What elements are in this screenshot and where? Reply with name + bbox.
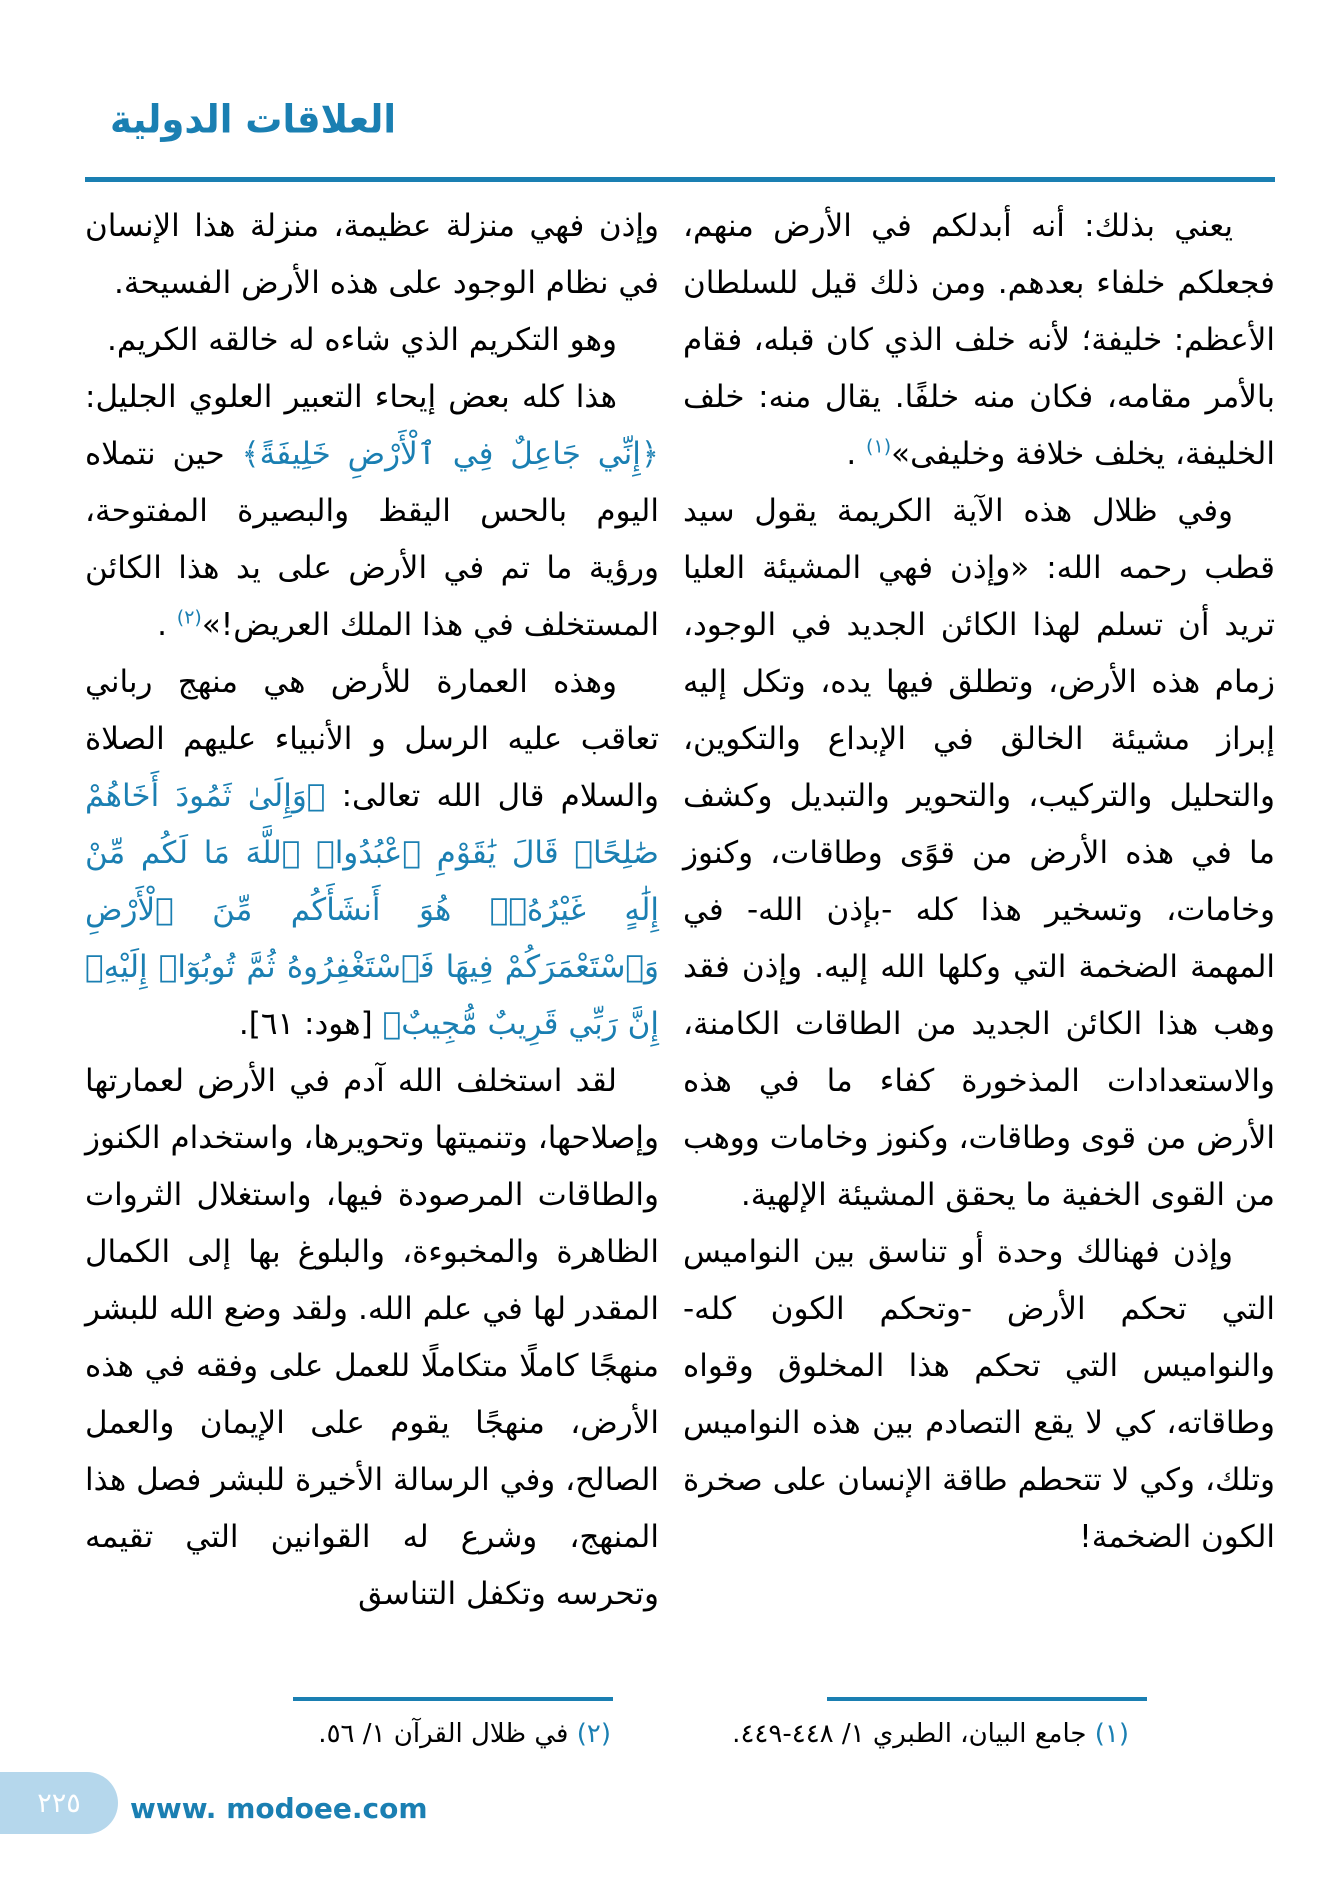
text-run: وفي ظلال هذه الآية الكريمة يقول سيد قطب رحمه الله: «وإذن فهي المشيئة العليا تريد أن تسلم لهذا الكائن الجديد في الوجود، زمام هذه الأرض، وتطلق فيها يده، وتكل إليه إبراز مشيئة الخالق في الإبداع والتكوين، والتحليل والتركيب، والتحوير والتبديل وكشف ما في هذه الأرض من قوًى وطاقات، وكنوز وخامات، وتسخير هذا كله -بإذن الله- في المهمة الضخمة التي وكلها الله إليه. وإذن فقد وهب هذا الكائن الجديد من الطاقات الكامنة، والاستعدادات المذخورة كفاء ما في هذه الأرض من قوى وطاقات، وكنوز وخامات ووهب من القوى الخفية ما يحقق المشيئة الإلهية. [683, 493, 1275, 1213]
text-run: [هود: ٦١]. [238, 1006, 383, 1042]
paragraph [85, 369, 659, 654]
text-run: وهذه العمارة للأرض هي منهج رباني تعاقب عليه الرسل و الأنبياء عليهم الصلاة والسلام قال الله تعالى: [85, 664, 659, 814]
column-left [85, 198, 659, 1623]
footnote-body: جامع البيان، الطبري ١/ ٤٤٨-٤٤٩. [732, 1719, 1087, 1749]
text-run: يعني بذلك: أنه أبدلكم في الأرض منهم، فجعلكم خلفاء بعدهم. ومن ذلك قيل للسلطان الأعظم: خليفة؛ لأنه خلف الذي كان قبله، فقام بالأمر مقامه، فكان منه خلفًا. يقال منه: خلف الخليفة، يخلف خلافة وخليفى» [683, 208, 1275, 472]
footnote-number: (٢) [576, 1719, 611, 1749]
quran-verse: ﴿إِنِّي جَاعِلٌ فِي ٱلْأَرْضِ خَلِيفَةً﴾ [241, 436, 659, 472]
text-run: هذا كله بعض إيحاء التعبير العلوي الجليل: [85, 379, 617, 415]
footnote-text [683, 1717, 1275, 1751]
paragraph [85, 1053, 659, 1623]
footnote-separator [293, 1697, 613, 1701]
footnote-ref: (١) [866, 435, 892, 458]
paragraph [85, 312, 659, 369]
column-right [683, 198, 1275, 1623]
paragraph [683, 483, 1275, 1224]
footnote-separator [827, 1697, 1147, 1701]
website-url: www. modoee.com [130, 1792, 428, 1825]
quran-verse: ﴿وَإِلَىٰ ثَمُودَ أَخَاهُمْ صَٰلِحًاۚ قَالَ يَٰقَوْمِ ٱعْبُدُوا۟ ٱللَّهَ مَا لَكُم مِّنْ إِلَٰهٍ غَيْرُهُۥۖ هُوَ أَنشَأَكُم مِّنَ ٱلْأَرْضِ وَٱسْتَعْمَرَكُمْ فِيهَا فَٱسْتَغْفِرُوهُ ثُمَّ تُوبُوٓا۟ إِلَيْهِۚ إِنَّ رَبِّي قَرِيبٌ مُّجِيبٌ﴾ [85, 778, 659, 1042]
page-number-badge [0, 1772, 118, 1834]
paragraph [683, 1224, 1275, 1566]
footnote-body: في ظلال القرآن ١/ ٥٦. [318, 1719, 569, 1749]
text-columns [85, 198, 1275, 1623]
page-header-title: العلاقات الدولية [110, 96, 397, 143]
text-run: حين نتملاه اليوم بالحس اليقظ والبصيرة المفتوحة، ورؤية ما تم في الأرض على يد هذا الكائن المستخلف في هذا الملك العريض!» [85, 436, 659, 643]
footnote-right [683, 1697, 1275, 1751]
paragraph [85, 198, 659, 312]
paragraph [683, 198, 1275, 483]
text-run: لقد استخلف الله آدم في الأرض لعمارتها وإصلاحها، وتنميتها وتحويرها، واستخدام الكنوز والطاقات المرصودة فيها، واستغلال الثروات الظاهرة والمخبوءة، والبلوغ بها إلى الكمال المقدر لها في علم الله. ولقد وضع الله للبشر منهجًا كاملًا متكاملًا للعمل على وفقه في هذه الأرض، منهجًا يقوم على الإيمان والعمل الصالح، وفي الرسالة الأخيرة للبشر فصل هذا المنهج، وشرع له القوانين التي تقيمه وتحرسه وتكفل التناسق [85, 1063, 659, 1612]
page-number: ٢٢٥ [37, 1787, 81, 1819]
text-run: . [846, 436, 867, 472]
text-run: وإذن فهي منزلة عظيمة، منزلة هذا الإنسان في نظام الوجود على هذه الأرض الفسيحة. [85, 208, 659, 301]
footnote-text [85, 1717, 659, 1751]
paragraph [85, 654, 659, 1053]
text-run: . [157, 607, 177, 643]
text-run: وإذن فهنالك وحدة أو تناسق بين النواميس التي تحكم الأرض -وتحكم الكون كله- والنواميس التي تحكم هذا المخلوق وقواه وطاقاته، كي لا يقع التصادم بين هذه النواميس وتلك، وكي لا تتحطم طاقة الإنسان على صخرة الكون الضخمة! [683, 1234, 1275, 1555]
text-run: وهو التكريم الذي شاءه له خالقه الكريم. [106, 322, 617, 358]
footnote-ref: (٢) [176, 606, 202, 629]
header-rule [85, 177, 1275, 182]
footnote-left [85, 1697, 659, 1751]
footnote-number: (١) [1094, 1719, 1129, 1749]
